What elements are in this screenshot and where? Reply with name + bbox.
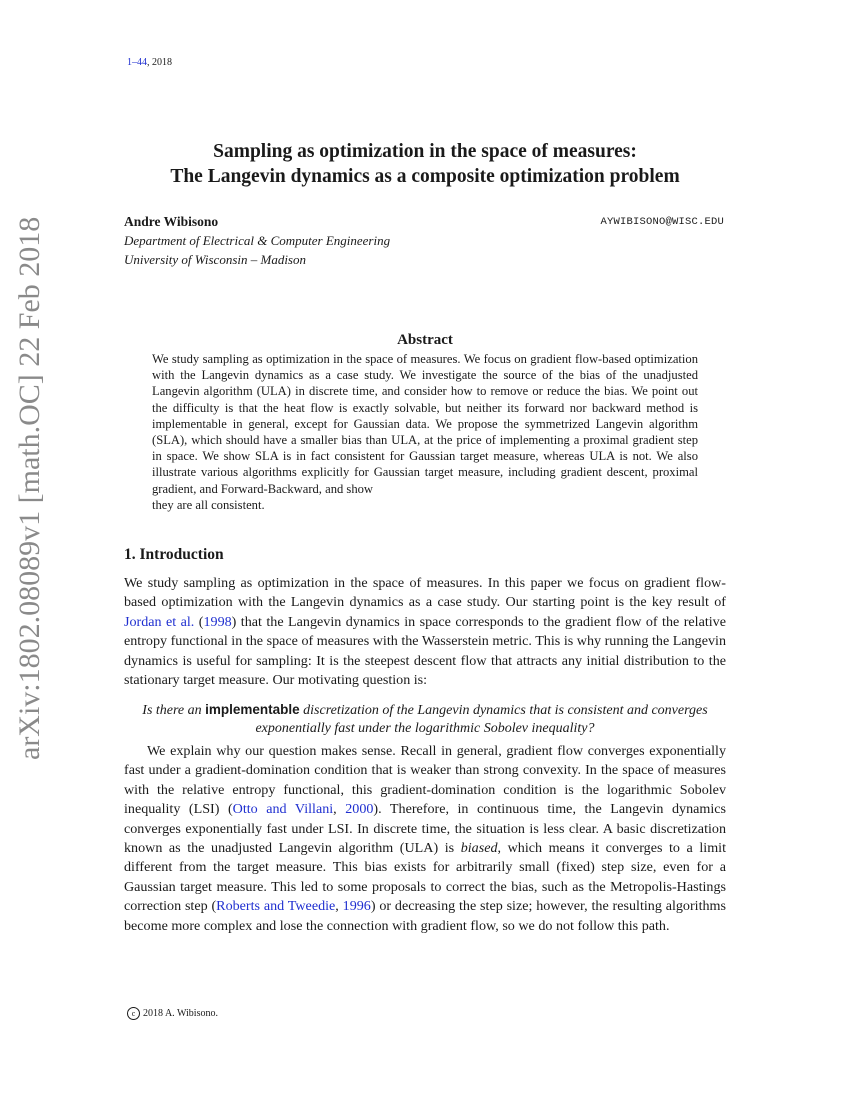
intro-p2-text-a: We explain why our question makes sense. Recall in general, gradient flow converges exponentially fast under a gradient-domination condition that is weaker than strong convexity. In the space of measures with the relative entropy functional, this gradient-domination condition is the logarithmic Sobolev inequality (LSI) ( [124, 743, 726, 818]
author-name: Andre Wibisono [124, 214, 219, 229]
intro-p2-text-d: ) or decreasing the step size; however, the resulting algorithms become more complex and lose the connection with gradient flow, so we do not follow this path. [124, 898, 726, 934]
emphasis-biased: biased [460, 840, 498, 857]
intro-p2-text-b: ). Therefore, in continuous time, the Langevin dynamics converges exponentially fast under LSI. In discrete time, the situation is less clear. A basic discretization known as the unadjusted Langevin algorithm (ULA) is [124, 801, 727, 857]
citation-jordan-year[interactable]: 1998 [203, 613, 232, 630]
citation-roberts-tweedie-sep: , [335, 898, 343, 915]
journal-header [127, 57, 172, 68]
intro-p1-text-b: ) that the Langevin dynamics in space corresponds to the gradient flow of the relative entropy functional in the space of measures with the Wasserstein metric. This is why running the Langevin dynamics is useful for sampling: It is the steepest descent flow that attracts any initial distribution to the stationary target measure. Our motivating question is: [124, 613, 726, 689]
citation-roberts-tweedie-author[interactable]: Roberts and Tweedie [216, 898, 336, 915]
section-heading-introduction: 1. Introduction [124, 546, 224, 563]
citation-otto-villani-author[interactable]: Otto and Villani [232, 801, 334, 818]
question-post: discretization of the Langevin dynamics that is consistent and converges exponentially fast under the logarithmic Sobolev inequality? [255, 703, 708, 736]
author-email: AYWIBISONO@WISC.EDU [600, 216, 724, 228]
author-affiliation-university: University of Wisconsin – Madison [124, 252, 306, 267]
copyright-notice [127, 1007, 218, 1020]
copyright-text: 2018 A. Wibisono. [143, 1007, 218, 1019]
header-year: , 2018 [147, 57, 172, 68]
intro-p1-text-a: We study sampling as optimization in the space of measures. In this paper we focus on gradient flow-based optimization with the Langevin dynamics as a case study. Our starting point is the key result of [124, 575, 726, 611]
paper-title-line-1: Sampling as optimization in the space of measures: [213, 141, 637, 162]
paper-title-line-2: The Langevin dynamics as a composite optimization problem [170, 166, 680, 187]
citation-otto-villani-year[interactable]: 2000 [345, 801, 374, 818]
abstract-text: We study sampling as optimization in the space of measures. We focus on gradient flow-based optimization with the Langevin dynamics as a case study. We investigate the source of the bias of the unadjusted Langevin algorithm (ULA) in discrete time, and consider how to remove or reduce the bias. We point out the difficulty is that the heat flow is exactly solvable, but neither its forward nor backward method is implementable in general, except for Gaussian data. We propose the symmetrized Langevin algorithm (SLA), which should have a smaller bias than ULA, at the price of implementing a proximal gradient step in space. We show SLA is in fact consistent for Gaussian target measure, whereas ULA is not. We also illustrate various algorithms explicitly for Gaussian target measure, including gradient descent, proximal gradient, and Forward-Backward, and show [152, 352, 698, 496]
abstract-body [152, 351, 698, 513]
page-range-link[interactable]: 1–44 [127, 57, 147, 68]
intro-p2-text-c: , which means it converges to a limit different from the target measure. This bias exists for arbitrarily small (fixed) step size, even for a Gaussian target measure. This led to some proposals to correct the bias, such as the Metropolis-Hastings correction step ( [124, 840, 726, 915]
citation-jordan-paren: ( [194, 613, 204, 630]
citation-otto-villani-sep: , [333, 801, 346, 818]
question-pre: Is there an [142, 703, 206, 718]
abstract-heading: Abstract [397, 332, 453, 348]
abstract-text-last-line: they are all consistent. [152, 497, 265, 512]
author-affiliation-department: Department of Electrical & Computer Engineering [124, 233, 391, 248]
citation-roberts-tweedie-year[interactable]: 1996 [342, 898, 371, 915]
copyright-icon: c [127, 1007, 140, 1020]
citation-jordan-author[interactable]: Jordan et al. [124, 613, 195, 630]
motivating-question [124, 701, 726, 738]
arxiv-identifier-sidebar: arXiv:1802.08089v1 [math.OC] 22 Feb 2018 [13, 216, 46, 760]
intro-paragraph-2 [124, 742, 726, 936]
intro-paragraph-1 [124, 574, 726, 690]
question-bold-word: implementable [205, 702, 300, 717]
